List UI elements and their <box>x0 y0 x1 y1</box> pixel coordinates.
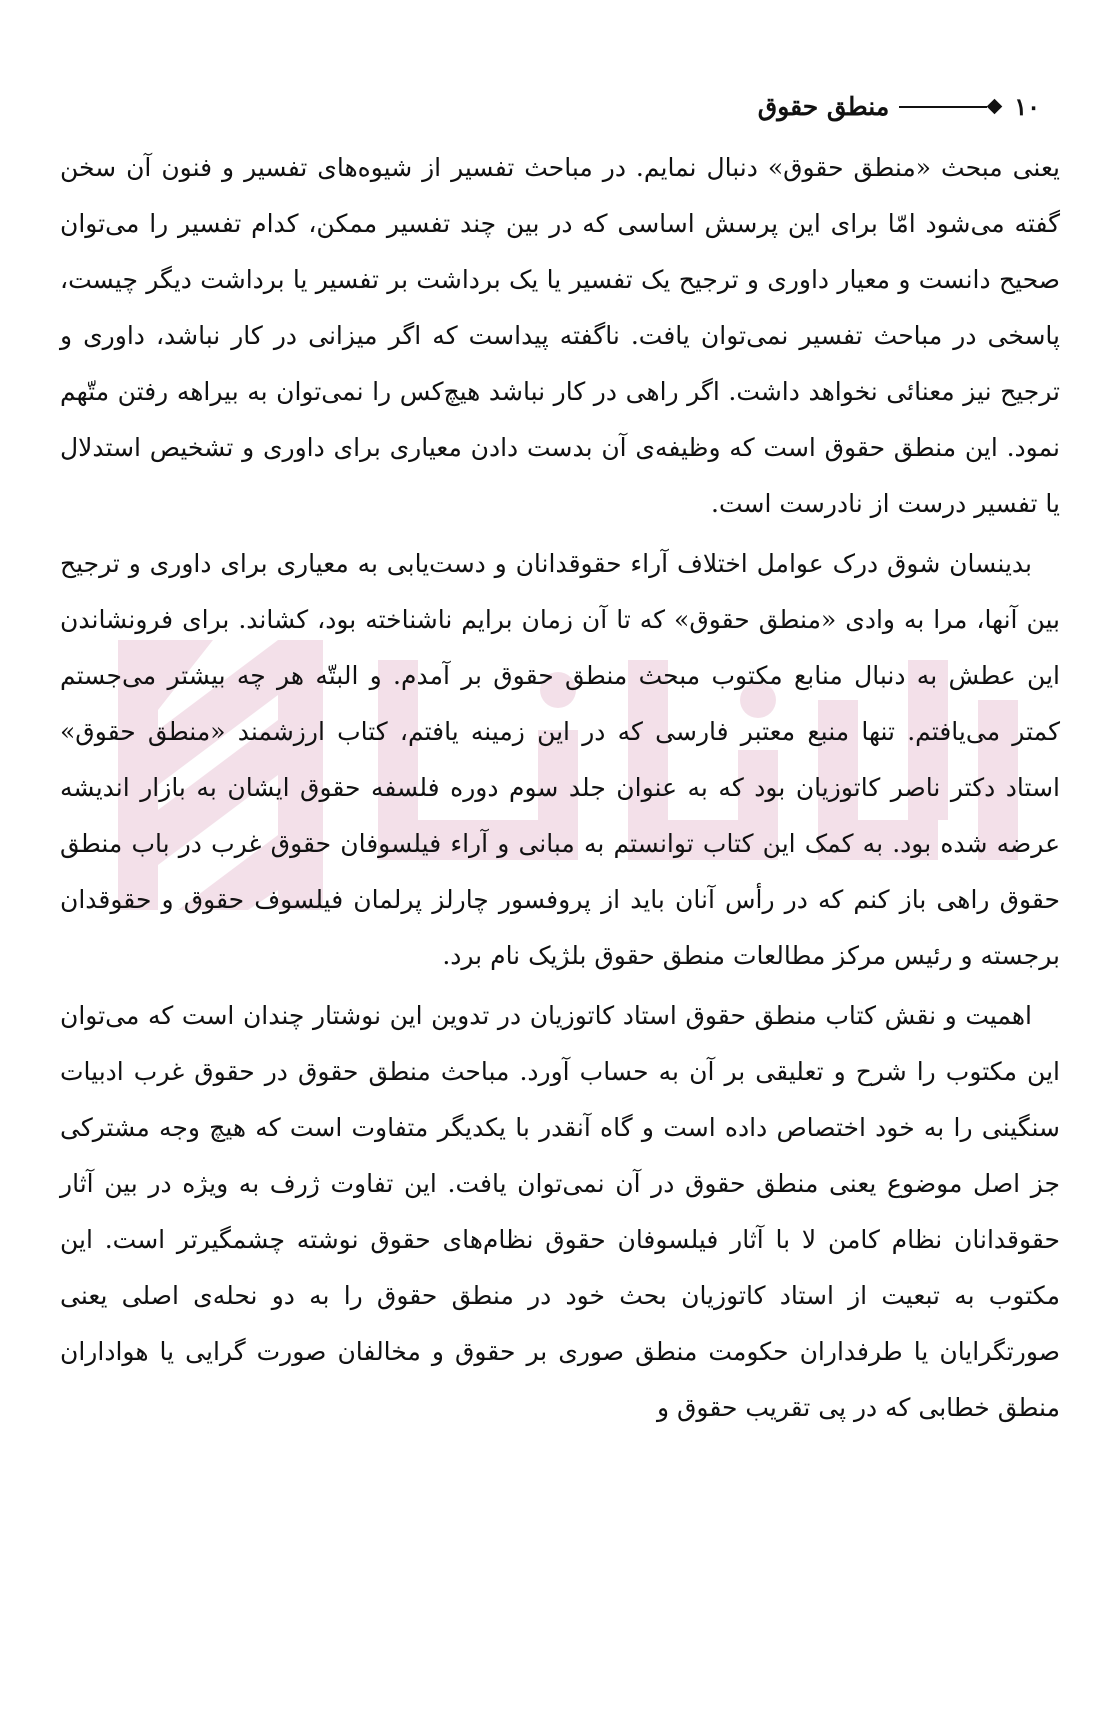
paragraph-3: اهمیت و نقش کتاب منطق حقوق استاد کاتوزیان در تدوین این نوشتار چندان است که می‌توان این مکتوب را شرح و تعلیقی بر آن به حساب آورد. مباحث منطق حقوق در حقوق غرب ادبیات سنگینی را به خود اختصاص داده است و گاه آنقدر با یکدیگر متفاوت است که هیچ وجه مشترکی جز اصل موضوع یعنی منطق حقوق در آن نمی‌توان یافت. این تفاوت ژرف به ویژه در بین آثار حقوقدانان نظام کامن لا با آثار فیلسوفان حقوق نظام‌های حقوق نوشته چشمگیرتر است. این مکتوب به تبعیت از استاد کاتوزیان بحث خود در منطق حقوق را به دو نحله‌ی اصلی یعنی صورتگرایان یا طرفداران حکومت منطق صوری بر حقوق و مخالفان صورت گرایی یا هواداران منطق خطابی که در پی تقریب حقوق و <box>60 1001 1060 1422</box>
paragraph-2: بدینسان شوق درک عوامل اختلاف آراء حقوقدانان و دست‌یابی به معیاری برای داوری و ترجیح بین آنها، مرا به وادی «منطق حقوق» که تا آن زمان برایم ناشناخته بود، کشاند. برای فرونشاندن این عطش به دنبال منابع مکتوب مبحث منطق حقوق بر آمدم. و البتّه هر چه بیشتر می‌جستم کمتر می‌یافتم. تنها منبع معتبر فارسی که در این زمینه یافتم، کتاب ارزشمند «منطق حقوق» استاد دکتر ناصر کاتوزیان بود که به عنوان جلد سوم دوره فلسفه حقوق ایشان به بازار اندیشه عرضه شده بود. به کمک این کتاب توانستم به مبانی و آراء فیلسوفان حقوق غرب در باب منطق حقوق راهی باز کنم که در رأس آنان باید از پروفسور چارلز پرلمان فیلسوف حقوق و حقوقدان برجسته و رئیس مرکز مطالعات منطق حقوق بلژیک نام برد. <box>60 549 1060 970</box>
running-header <box>758 92 1040 121</box>
header-rule <box>899 101 1004 112</box>
diamond-icon <box>987 99 1003 115</box>
header-line <box>899 106 987 108</box>
running-title: منطق حقوق <box>757 92 890 121</box>
paragraph-1: یعنی مبحث «منطق حقوق» دنبال نمایم. در مباحث تفسیر از شیوه‌های تفسیر و فنون آن سخن گفته می‌شود امّا برای این پرسش اساسی که در بین چند تفسیر ممکن، کدام تفسیر را می‌توان صحیح دانست و معیار داوری و ترجیح یک تفسیر یا یک برداشت بر تفسیر یا برداشت دیگر چیست، پاسخی در مباحث تفسیر نمی‌توان یافت. ناگفته پیداست که اگر میزانی در کار نباشد، داوری و ترجیح نیز معنائی نخواهد داشت. اگر راهی در کار نباشد هیچ‌کس را نمی‌توان به بیراهه رفتن متّهم نمود. این منطق حقوق است که وظیفه‌ی آن بدست دادن معیاری برای داوری و تشخیص استدلال یا تفسیر درست از نادرست است. <box>60 153 1060 518</box>
page-number: ۱۰ <box>1014 92 1040 121</box>
body-text <box>60 140 1060 1436</box>
